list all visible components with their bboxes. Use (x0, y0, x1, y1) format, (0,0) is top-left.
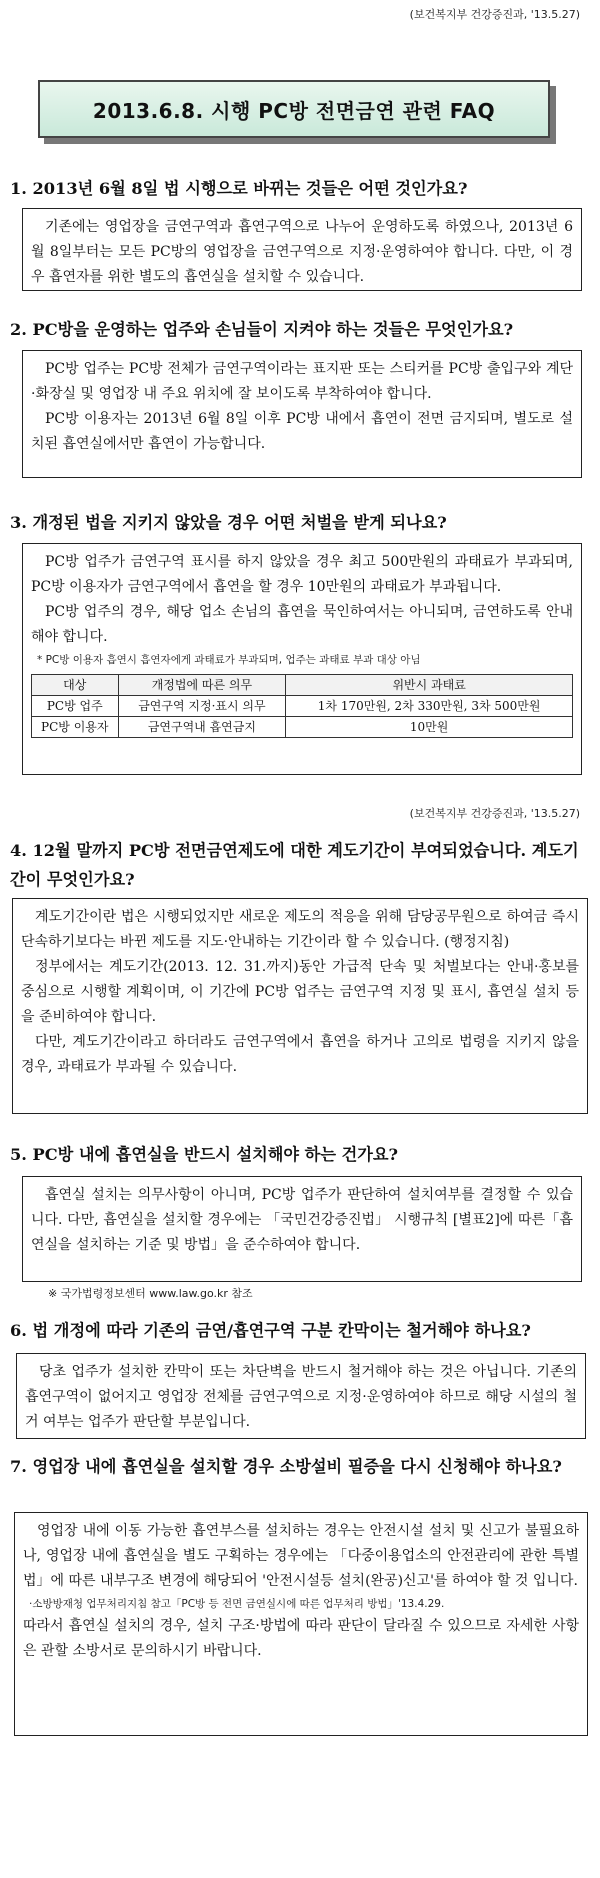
table-row (32, 696, 573, 717)
answer-tail: 따라서 흡연실 설치의 경우, 설치 구조·방법에 따라 판단이 달라질 수 있으므로 자세한 사항은 관할 소방서로 문의하시기 바랍니다. (23, 1618, 579, 1659)
faq-question-4: 4. 12월 말까지 PC방 전면금연제도에 대한 계도기간이 부여되었습니다. 계도기간이 무엇인가요? (10, 841, 579, 889)
answer-paragraph: 다만, 계도기간이라고 하더라도 금연구역에서 흡연을 하거나 고의로 법령을 지키지 않을 경우, 과태료가 부과될 수 있습니다. (21, 1034, 579, 1075)
table-header-row (32, 675, 573, 696)
faq-answer-5 (22, 1176, 582, 1282)
answer-paragraph: 영업장 내에 이동 가능한 흡연부스를 설치하는 경우는 안전시설 설치 및 신고가 불필요하나, 영업장 내에 흡연실을 별도 구획하는 경우에는 「다중이용업소의 안전관리에 관한 특별법」에 따른 내부구조 변경에 해당되어 '안전시설등 설치(완공)신고'를 하여야 할 것 입니다. (23, 1523, 579, 1589)
table-cell: 금연구역내 흡연금지 (118, 717, 286, 738)
answer-paragraph: PC방 업주가 금연구역 표시를 하지 않았을 경우 최고 500만원의 과태료가 부과되며, PC방 이용자가 금연구역에서 흡연을 할 경우 10만원의 과태료가 부과됩니다. (31, 554, 573, 595)
answer-paragraph: PC방 업주의 경우, 해당 업소 손님의 흡연을 묵인하여서는 아니되며, 금연하도록 안내해야 합니다. (31, 604, 573, 645)
table-header-cell: 대상 (32, 675, 119, 696)
answer-paragraph: 정부에서는 계도기간(2013. 12. 31.까지)동안 가급적 단속 및 처벌보다는 안내·홍보를 중심으로 시행할 계획이며, 이 기간에 PC방 업주는 금연구역 지정 및 표시, 흡연실 설치 등을 준비하여야 합니다. (21, 959, 579, 1025)
faq-question-5: 5. PC방 내에 흡연실을 반드시 설치해야 하는 건가요? (10, 1145, 398, 1164)
answer-paragraph: 계도기간이란 법은 시행되었지만 새로운 제도의 적응을 위해 담당공무원으로 하여금 즉시 단속하기보다는 바뀐 제도를 지도·안내하는 기간이라 할 수 있습니다. (행정지침) (21, 909, 579, 950)
faq-question-3: 3. 개정된 법을 지키지 않았을 경우 어떤 처벌을 받게 되나요? (10, 513, 447, 532)
answer-paragraph: 흡연실 설치는 의무사항이 아니며, PC방 업주가 판단하여 설치여부를 결정할 수 있습니다. 다만, 흡연실을 설치할 경우에는 「국민건강증진법」 시행규칙 [별표2]에 따른「흡연실을 설치하는 기준 및 방법」을 준수하여야 합니다. (31, 1187, 573, 1253)
faq-question-2: 2. PC방을 운영하는 업주와 손님들이 지켜야 하는 것들은 무엇인가요? (10, 320, 514, 339)
table-cell: PC방 이용자 (32, 717, 119, 738)
faq-answer-4 (12, 898, 588, 1114)
table-cell: 1차 170만원, 2차 330만원, 3차 500만원 (286, 696, 573, 717)
answer-paragraph: PC방 이용자는 2013년 6월 8일 이후 PC방 내에서 흡연이 전면 금지되며, 별도로 설치된 흡연실에서만 흡연이 가능합니다. (31, 411, 573, 452)
page-title: 2013.6.8. 시행 PC방 전면금연 관련 FAQ (38, 80, 550, 138)
faq-answer-2 (22, 350, 582, 478)
faq-answer-7 (14, 1512, 588, 1736)
table-header-cell: 개정법에 따른 의무 (118, 675, 286, 696)
source-note-middle: (보건복지부 건강증진과, '13.5.27) (409, 807, 580, 820)
footnote: * PC방 이용자 흡연시 흡연자에게 과태료가 부과되며, 업주는 과태료 부과 대상 아님 (37, 654, 421, 666)
table-cell: 10만원 (286, 717, 573, 738)
answer-paragraph: PC방 업주는 PC방 전체가 금연구역이라는 표지판 또는 스티커를 PC방 출입구와 계단·화장실 및 영업장 내 주요 위치에 잘 보이도록 부착하여야 합니다. (31, 361, 573, 402)
faq-answer-6 (16, 1353, 586, 1439)
faq-question-7: 7. 영업장 내에 흡연실을 설치할 경우 소방설비 필증을 다시 신청해야 하나요? (10, 1457, 562, 1476)
faq-question-1: 1. 2013년 6월 8일 법 시행으로 바뀌는 것들은 어떤 것인가요? (10, 179, 468, 198)
table-header-cell: 위반시 과태료 (286, 675, 573, 696)
table-cell: PC방 업주 (32, 696, 119, 717)
title-banner (38, 80, 558, 144)
faq-answer-3 (22, 543, 582, 775)
penalty-table (31, 674, 573, 738)
faq-question-6: 6. 법 개정에 따라 기존의 금연/흡연구역 구분 칸막이는 철거해야 하나요? (10, 1321, 531, 1340)
answer-paragraph: 기존에는 영업장을 금연구역과 흡연구역으로 나누어 운영하도록 하였으나, 2013년 6월 8일부터는 모든 PC방의 영업장을 금연구역으로 지정·운영하여야 합니다. 다만, 이 경우 흡연자를 위한 별도의 흡연실을 설치할 수 있습니다. (31, 219, 573, 285)
footnote: ※ 국가법령정보센터 www.law.go.kr 참조 (48, 1287, 253, 1300)
faq-answer-1 (22, 208, 582, 291)
answer-paragraph: 당초 업주가 설치한 칸막이 또는 차단벽을 반드시 철거해야 하는 것은 아닙니다. 기존의 흡연구역이 없어지고 영업장 전체를 금연구역으로 지정·운영하여야 하므로 해당 시설의 철거 여부는 업주가 판단할 부분입니다. (25, 1364, 577, 1430)
table-cell: 금연구역 지정·표시 의무 (118, 696, 286, 717)
footnote: ·소방방재청 업무처리지침 참고「PC방 등 전면 금연실시에 따른 업무처리 방법」'13.4.29. (29, 1598, 445, 1610)
source-note-top: (보건복지부 건강증진과, '13.5.27) (409, 8, 580, 21)
table-row (32, 717, 573, 738)
